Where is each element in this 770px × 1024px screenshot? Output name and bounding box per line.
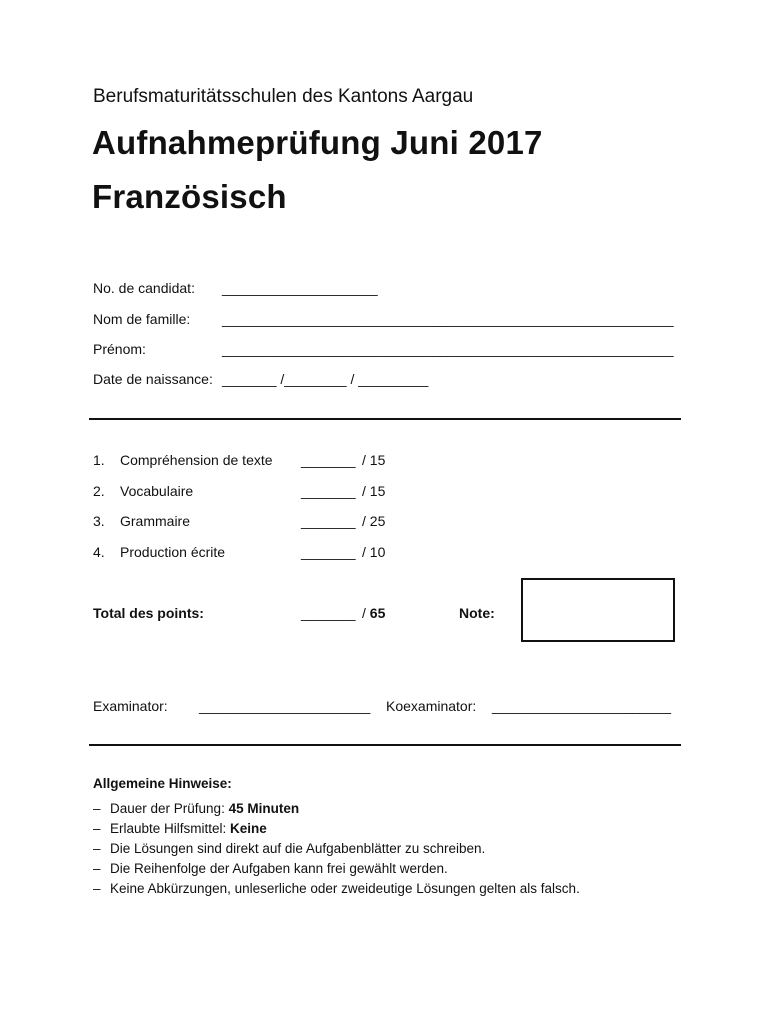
lastname-field[interactable]: __________________________________________________________	[222, 311, 674, 327]
dash-icon: –	[93, 821, 101, 836]
total-slash: /	[362, 605, 366, 621]
hint-bold: Keine	[230, 821, 267, 836]
section-name: Grammaire	[120, 513, 191, 529]
section-max: / 25	[362, 513, 386, 529]
section-number: 4.	[93, 544, 105, 560]
section-name: Compréhension de texte	[120, 452, 273, 468]
hint-text: Dauer der Prüfung:	[110, 801, 229, 816]
candidate-number-field[interactable]: ____________________	[222, 280, 378, 296]
section-number: 2.	[93, 483, 105, 499]
divider	[89, 418, 681, 420]
birthdate-field[interactable]: _______ /________ / _________	[222, 371, 429, 387]
dash-icon: –	[93, 801, 101, 816]
section-score-field[interactable]: _______	[301, 452, 356, 468]
dash-icon: –	[93, 841, 101, 856]
section-number: 3.	[93, 513, 105, 529]
total-label: Total des points:	[93, 605, 204, 621]
total-score-field[interactable]: _______	[301, 605, 356, 621]
hint-item	[93, 861, 448, 876]
section-name: Vocabulaire	[120, 483, 194, 499]
section-max: / 10	[362, 544, 386, 560]
candidate-number-label: No. de candidat:	[93, 280, 195, 296]
lastname-label: Nom de famille:	[93, 311, 191, 327]
total-max: 65	[369, 605, 386, 621]
hints-title: Allgemeine Hinweise:	[93, 776, 232, 791]
note-box[interactable]	[521, 578, 675, 642]
section-score-field[interactable]: _______	[301, 544, 356, 560]
hint-item	[93, 881, 580, 896]
examinator-field[interactable]: ______________________	[199, 698, 371, 714]
hint-text: Erlaubte Hilfsmittel:	[110, 821, 231, 836]
birthdate-label: Date de naissance:	[93, 371, 213, 387]
exam-title: Aufnahmeprüfung Juni 2017	[92, 124, 543, 161]
hint-text: Die Lösungen sind direkt auf die Aufgabenblätter zu schreiben.	[110, 841, 486, 856]
hint-bold: 45 Minuten	[228, 801, 300, 816]
section-name: Production écrite	[120, 544, 226, 560]
examinator-label: Examinator:	[93, 698, 168, 714]
hint-text: Keine Abkürzungen, unleserliche oder zweideutige Lösungen gelten als falsch.	[110, 881, 580, 896]
firstname-label: Prénom:	[93, 341, 146, 357]
hint-item	[93, 821, 267, 836]
koexaminator-label: Koexaminator:	[386, 698, 477, 714]
section-score-field[interactable]: _______	[301, 513, 356, 529]
dash-icon: –	[93, 881, 101, 896]
divider	[89, 744, 681, 746]
section-max: / 15	[362, 452, 386, 468]
firstname-field[interactable]: __________________________________________________________	[222, 341, 674, 357]
dash-icon: –	[93, 861, 101, 876]
note-label: Note:	[459, 605, 495, 621]
exam-subject: Französisch	[92, 178, 287, 215]
school-name: Berufsmaturitätsschulen des Kantons Aargau	[93, 86, 474, 107]
hint-text: Die Reihenfolge der Aufgaben kann frei gewählt werden.	[110, 861, 448, 876]
koexaminator-field[interactable]: _______________________	[492, 698, 672, 714]
hint-item	[93, 841, 485, 856]
section-number: 1.	[93, 452, 105, 468]
section-score-field[interactable]: _______	[301, 483, 356, 499]
hint-item	[93, 801, 299, 816]
section-max: / 15	[362, 483, 386, 499]
